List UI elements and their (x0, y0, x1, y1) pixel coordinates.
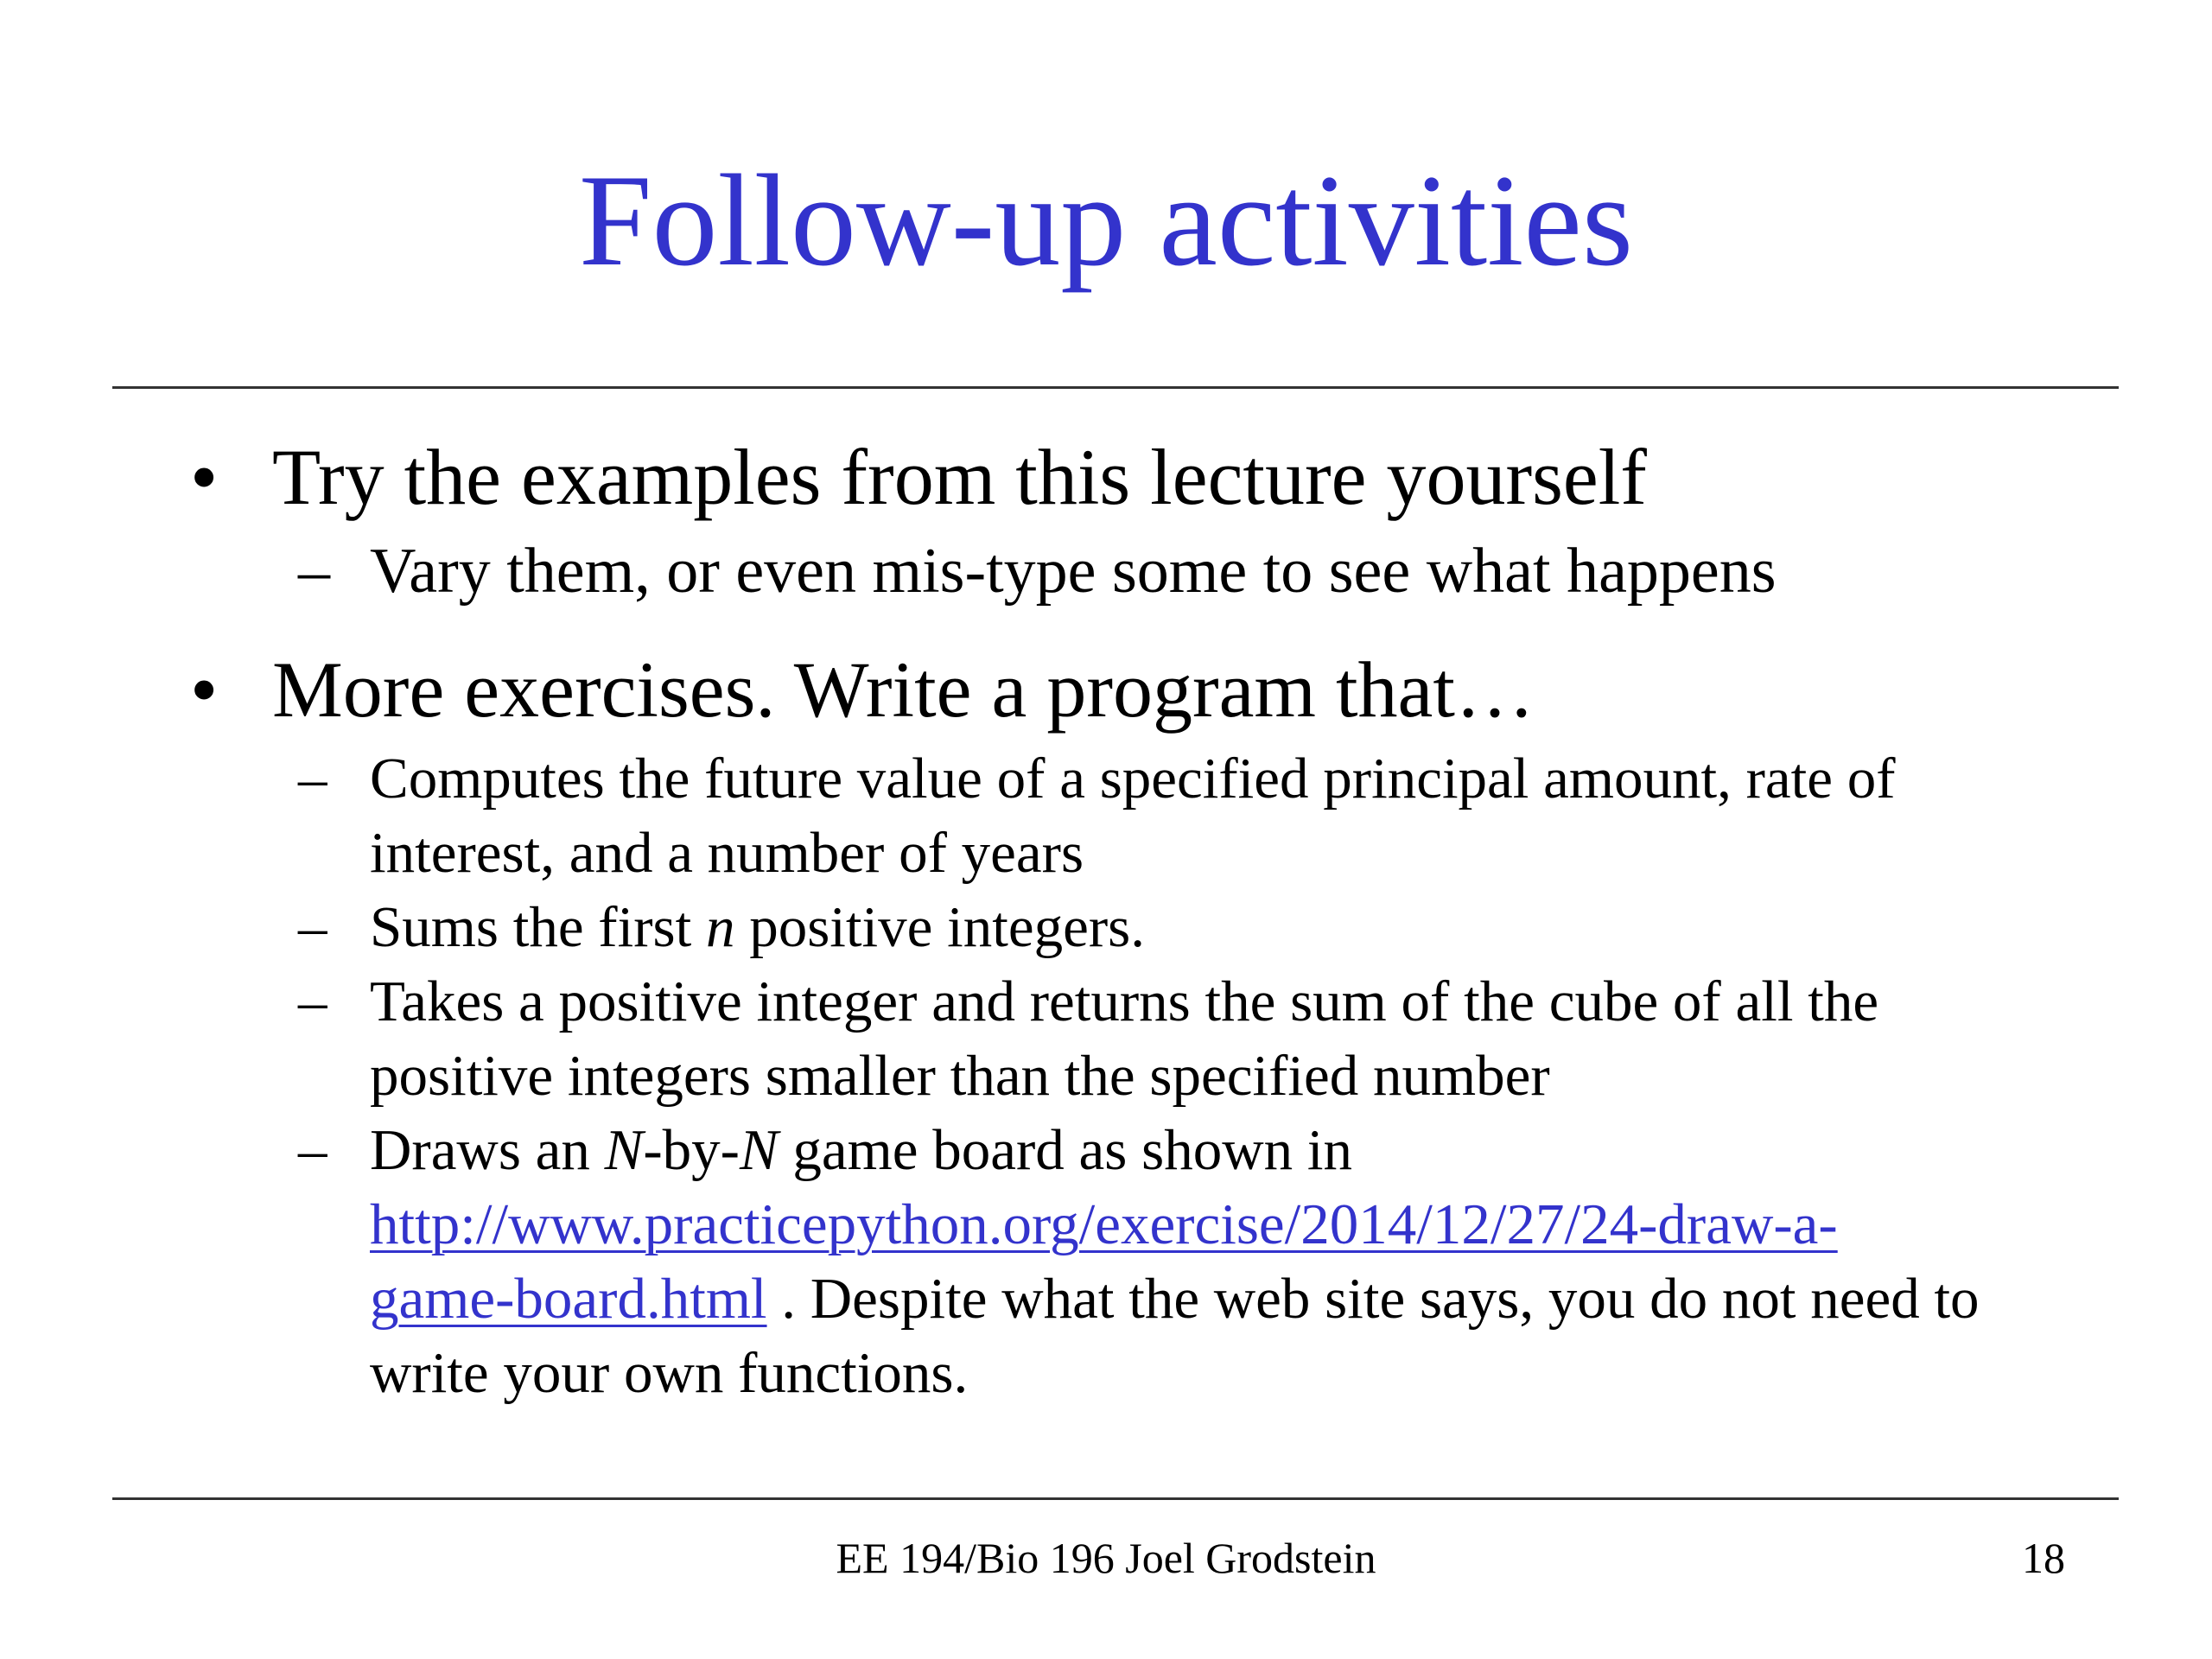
bullet-text: Try the examples from this lecture yourself (272, 433, 1647, 521)
slide-title: Follow-up activities (578, 148, 1634, 293)
italic-variable: N (604, 1118, 644, 1182)
bullet-text: More exercises. Write a program that… (272, 645, 1535, 734)
italic-variable: n (705, 895, 735, 959)
link-text-line-2: game-board.html (370, 1267, 767, 1331)
page-number: 18 (2022, 1534, 2065, 1582)
sub-item-text-before: Sums the first (370, 895, 706, 959)
bottom-divider (112, 1497, 2119, 1500)
dash-marker: – (298, 969, 327, 1033)
italic-variable: N (739, 1118, 779, 1182)
dash-marker: – (298, 895, 327, 959)
sub-item-text: Takes a positive integer and returns the sum of the cube of all the positive integers smaller than the specified number (370, 969, 1879, 1108)
sub-item-text (370, 890, 2037, 964)
dash-marker: – (298, 1118, 327, 1182)
footer-course: EE 194/Bio 196 Joel Grodstein (836, 1534, 1376, 1582)
bullet-marker: • (190, 433, 219, 521)
link-text-line-1: http://www.practicepython.org/exercise/2014/12/27/24-draw-a- (370, 1192, 1838, 1256)
sub-item-text (370, 1113, 2037, 1410)
sub-item-text-end: . Despite what the web site says, you do not need to write your own functions. (370, 1267, 1980, 1405)
sub-item-text-mid: -by- (643, 1118, 740, 1182)
dash-marker: – (298, 536, 330, 607)
bullet-marker: • (190, 645, 219, 734)
sub-item-text: Vary them, or even mis-type some to see what happens (370, 536, 1777, 607)
sub-item-text-after: game board as shown in (778, 1118, 1352, 1182)
sub-item-text-before: Draws an (370, 1118, 605, 1182)
sub-item-text: Computes the future value of a specified principal amount, rate of interest, and a number of years (370, 747, 1896, 885)
dash-marker: – (298, 747, 327, 810)
sub-item-text-after: positive integers. (734, 895, 1145, 959)
